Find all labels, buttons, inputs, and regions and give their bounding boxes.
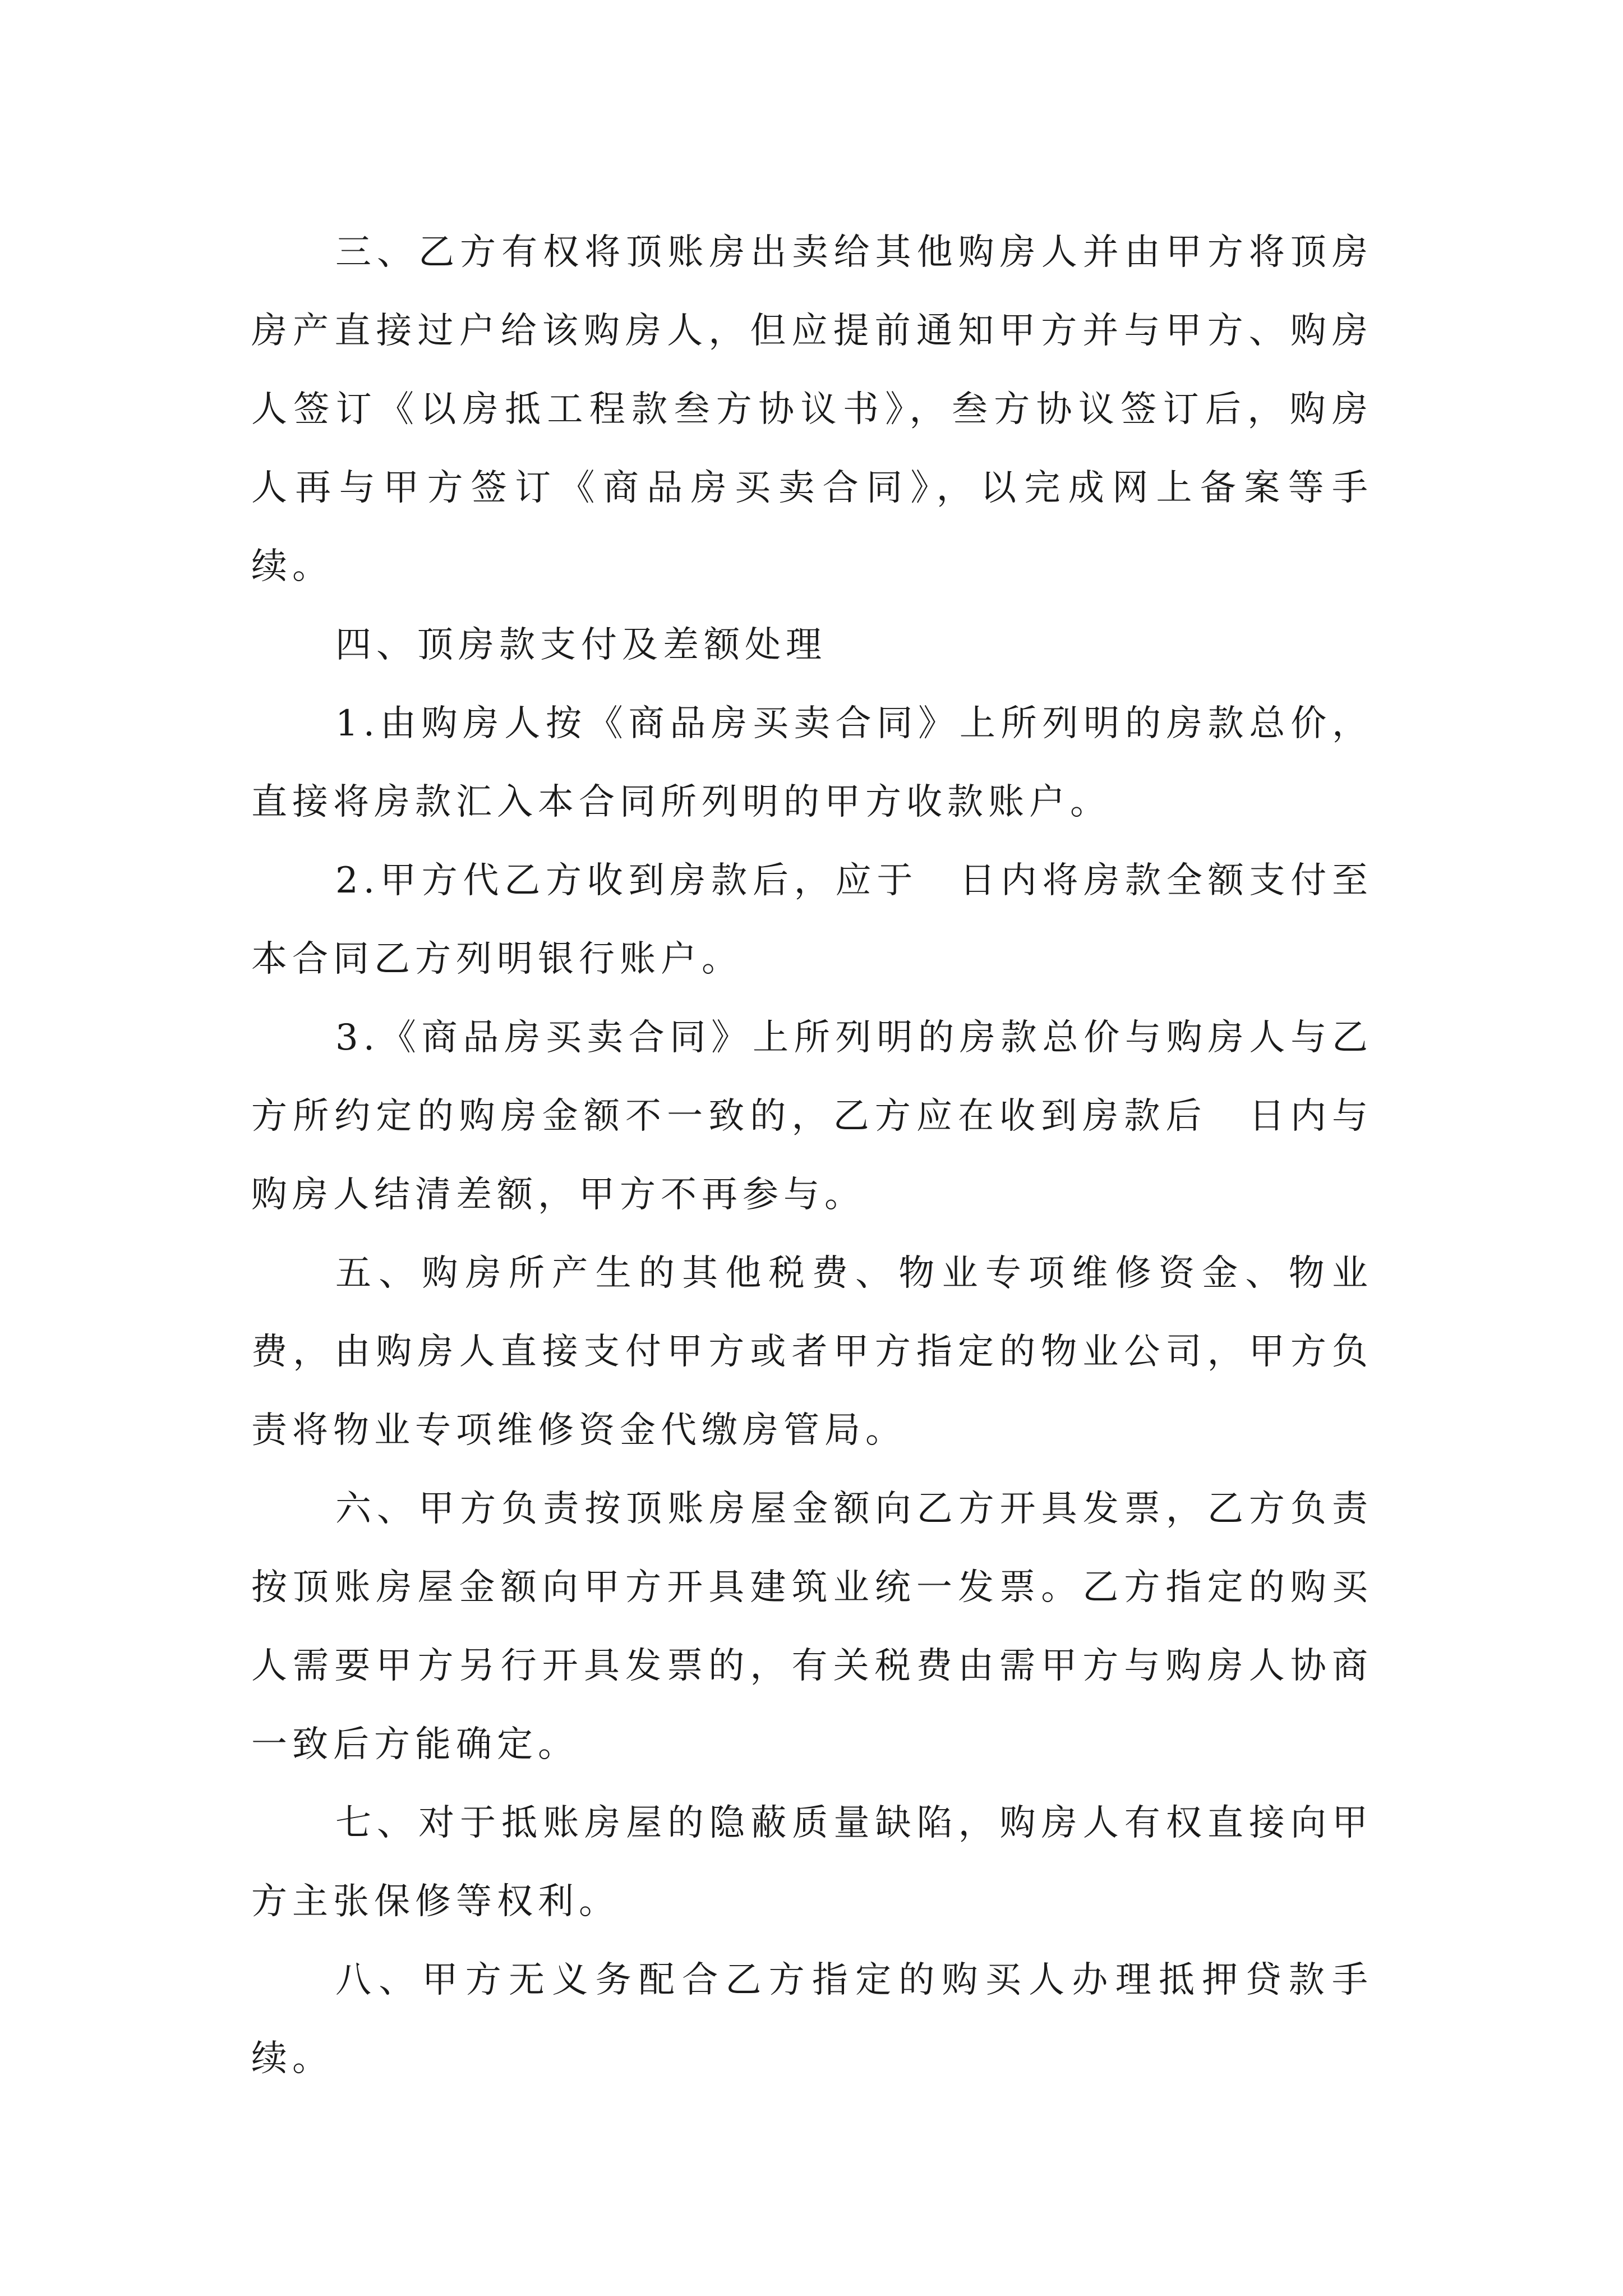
clause-8-paragraph: 八、甲方无义务配合乙方指定的购买人办理抵押贷款手续。	[251, 1959, 1373, 2079]
document-body	[251, 213, 1373, 2098]
clause-7-paragraph: 七、对于抵账房屋的隐蔽质量缺陷，购房人有权直接向甲方主张保修等权利。	[251, 1802, 1373, 1922]
clause-6-paragraph: 六、甲方负责按顶账房屋金额向乙方开具发票，乙方负责按顶账房屋金额向甲方开具建筑业统一发票。乙方指定的购买人需要甲方另行开具发票的，有关税费由需甲方与购房人协商一致后方能确定。	[251, 1488, 1373, 1765]
clause-3-paragraph: 三、乙方有权将顶账房出卖给其他购房人并由甲方将顶房房产直接过户给该购房人，但应提前通知甲方并与甲方、购房人签订《以房抵工程款叁方协议书》，叁方协议签订后，购房人再与甲方签订《商品房买卖合同》，以完成网上备案等手续。	[251, 232, 1373, 587]
clause-5-paragraph: 五、购房所产生的其他税费、物业专项维修资金、物业费，由购房人直接支付甲方或者甲方指定的物业公司，甲方负责将物业专项维修资金代缴房管局。	[251, 1253, 1373, 1451]
clause-4-item-2: 2.甲方代乙方收到房款后，应于 日内将房款全额支付至本合同乙方列明银行账户。	[251, 860, 1373, 980]
clause-4-item-1: 1.由购房人按《商品房买卖合同》上所列明的房款总价，直接将房款汇入本合同所列明的甲方收款账户。	[251, 703, 1373, 823]
clause-4-heading: 四、顶房款支付及差额处理	[335, 624, 827, 666]
clause-4-item-3: 3.《商品房买卖合同》上所列明的房款总价与购房人与乙方所约定的购房金额不一致的，乙方应在收到房款后 日内与购房人结清差额，甲方不再参与。	[251, 1017, 1373, 1216]
